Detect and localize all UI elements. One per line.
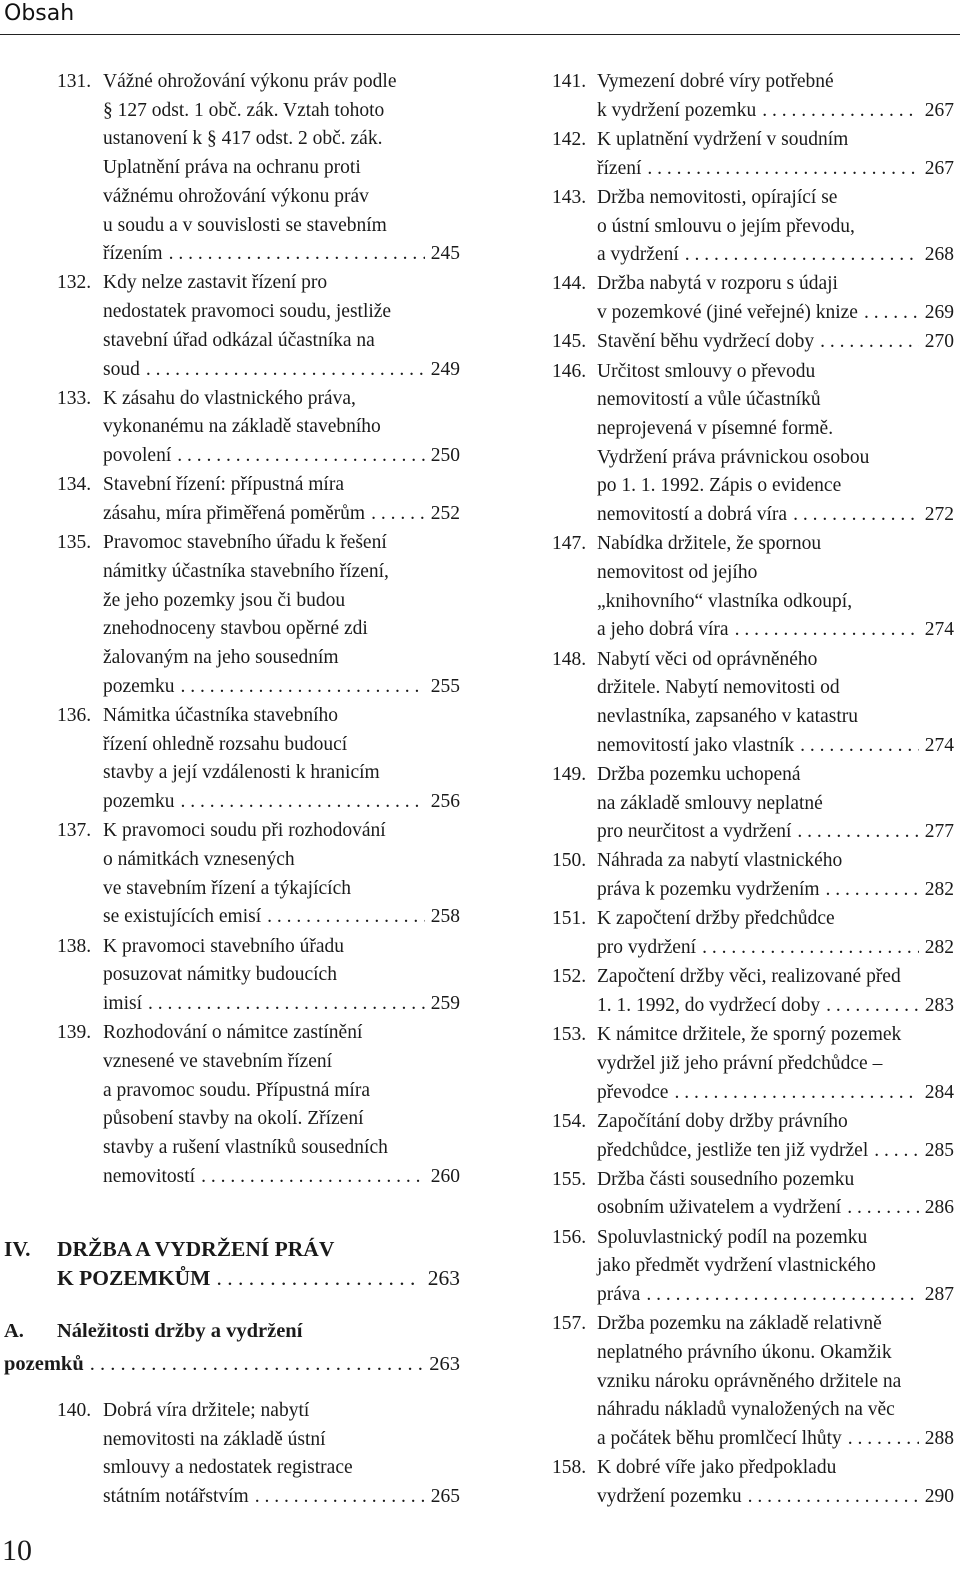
entry-line: K dobré víře jako předpokladu [597,1457,837,1479]
entry-number: 155. [552,1168,587,1190]
entry-line: a jeho dobrá víra [597,619,729,641]
entry-line: nemovitostí a vůle účastníků [597,389,821,411]
toc-entry[interactable] [552,1224,954,1310]
entry-line: nemovitostí a dobrá víra [597,504,788,526]
entry-number: 142. [552,128,587,150]
entry-line: Stavění běhu vydržecí doby [597,331,815,353]
entry-line: držitele. Nabytí nemovitosti od [597,677,840,699]
toc-entry[interactable] [552,358,954,530]
dot-leader [791,818,918,847]
dot-leader [668,1079,918,1108]
entry-number: 135. [57,532,92,554]
entry-line: „knihovního“ vlastníka odkoupí, [597,590,853,612]
entry-line: Držba části sousedního pozemku [597,1168,855,1190]
entry-line: posuzovat námitky budoucích [103,964,337,986]
part-title-line: DRŽBA A VYDRŽENÍ PRÁV [57,1237,335,1262]
entry-line: vykonanému na základě stavebního [103,416,381,438]
page-header [0,0,960,35]
entry-number: 152. [552,966,587,988]
toc-left-entries [0,68,460,1191]
entry-line: se existujících emisí [103,906,262,928]
entry-line: řízení [597,157,642,179]
entry-number: 131. [57,71,92,92]
entry-number: 149. [552,763,587,785]
entry-number: 141. [552,71,587,92]
entry-line: neprojevená v písemné formě. [597,417,834,439]
entry-line: Rozhodování o námitce zastínění [103,1022,363,1044]
entry-line: Nabídka držitele, že spornou [597,533,822,555]
toc-entry[interactable] [0,269,460,384]
dot-leader [174,788,424,817]
entry-line: vydržel již jeho právní předchůdce – [597,1052,883,1074]
entry-line: převodce [597,1081,669,1103]
toc-entry[interactable] [0,385,460,471]
entry-line: na základě smlouvy neplatné [597,792,823,814]
page-ref: 255 [430,675,460,697]
entry-line: soud [103,358,140,380]
toc-left-column [0,68,460,1512]
dot-leader [814,328,919,357]
toc-entry[interactable] [552,963,954,1020]
entry-line: povolení [103,445,172,467]
dot-leader [742,1483,919,1512]
entry-line: Držba pozemku na základě relativně [597,1313,882,1335]
entry-line: pro vydržení [597,937,697,959]
dot-leader [210,1264,421,1293]
dot-leader [787,501,919,530]
entry-number: 153. [552,1024,587,1046]
entry-line: vznesené ve stavebním řízení [103,1050,333,1072]
part-title-line: K POZEMKŮM [57,1266,211,1291]
toc-part-heading[interactable] [0,1235,460,1292]
dot-leader [365,500,425,529]
entry-number: 158. [552,1457,587,1479]
dot-leader [756,97,919,126]
dot-leader [679,241,919,270]
page-ref: 269 [924,302,954,324]
entry-line: Vydržení práva právnickou osobou [597,446,870,468]
toc-entry[interactable] [552,1108,954,1165]
entry-line: práva [597,1284,641,1306]
page-ref: 288 [924,1428,954,1450]
entry-line: o ústní smlouvu o jejím převodu, [597,215,855,237]
entry-line: nedostatek pravomoci soudu, jestliže [103,301,392,323]
toc-entry[interactable] [552,646,954,761]
entry-line: imisí [103,993,143,1014]
entry-number: 140. [57,1399,92,1421]
part-number: IV. [4,1237,31,1262]
entry-number: 143. [552,186,587,208]
entry-line: Vymezení dobré víry potřebné [597,71,834,92]
entry-number: 156. [552,1226,587,1248]
entry-line: Držba nemovitosti, opírající se [597,186,838,208]
entry-line: smlouvy a nedostatek registrace [103,1457,353,1479]
page-ref: 245 [430,243,460,265]
entry-line: K pravomoci stavebního úřadu [103,935,344,957]
entry-line: stavební úřad odkázal účastníka na [103,329,375,351]
toc-entry[interactable] [552,761,954,847]
page-ref: 287 [924,1284,954,1306]
dot-leader [142,990,425,1019]
entry-line: ustanovení k § 417 odst. 2 obč. zák. [103,128,383,150]
page-ref: 282 [924,879,954,901]
toc-entry[interactable] [0,702,460,817]
section-title-line: Náležitosti držby a vydržení [57,1319,303,1342]
entry-line: státním notářstvím [103,1485,249,1507]
entry-line: Náhrada za nabytí vlastnického [597,850,843,872]
dot-leader [868,1137,919,1166]
toc-entry[interactable] [552,905,954,962]
page-ref: 250 [430,445,460,467]
dot-leader [195,1163,425,1192]
header-title: Obsah [4,1,75,26]
page-ref: 283 [924,995,954,1016]
page-ref: 272 [924,504,954,526]
entry-number: 157. [552,1313,587,1335]
entry-line: 1. 1. 1992, do vydržecí doby [597,995,821,1016]
entry-line: vydržení pozemku [597,1485,742,1507]
entry-line: řízení ohledně rozsahu budoucí [103,733,348,755]
entry-line: Započítání doby držby právního [597,1110,848,1132]
toc-entry[interactable] [0,471,460,528]
entry-number: 147. [552,533,587,555]
entry-line: Uplatnění práva na ochranu proti [103,157,361,179]
dot-leader [794,732,919,761]
page-ref: 282 [924,937,954,959]
page-ref: 267 [924,99,954,121]
entry-line: Pravomoc stavebního úřadu k řešení [103,532,387,554]
page-ref: 256 [430,791,460,813]
entry-line: o námitkách vznesených [103,848,295,870]
entry-line: Držba nabytá v rozporu s údaji [597,273,838,295]
entry-line: pro neurčitost a vydržení [597,821,792,843]
page-ref: 268 [924,244,954,266]
entry-number: 146. [552,360,587,382]
entry-line: K započtení držby předchůdce [597,908,835,930]
page-ref: 263 [427,1266,460,1291]
toc-entry[interactable] [552,184,954,270]
entry-number: 150. [552,850,587,872]
entry-number: 151. [552,908,587,930]
page-ref: 258 [430,906,460,928]
dot-leader [174,673,424,702]
entry-line: K uplatnění vydržení v soudním [597,128,849,150]
dot-leader [820,992,919,1021]
toc-entry[interactable] [552,1454,954,1511]
dot-leader [261,903,425,932]
page-ref: 284 [924,1081,954,1103]
entry-line: stavby a její vzdálenosti k hranicím [103,762,380,784]
page-ref: 263 [429,1352,460,1375]
entry-line: pozemku [103,791,175,813]
toc-entry[interactable] [552,68,954,125]
page-ref: 249 [430,358,460,380]
toc-entry[interactable] [552,1166,954,1223]
entry-line: k vydržení pozemku [597,99,757,121]
dot-leader [696,934,919,963]
toc-entry[interactable] [552,530,954,645]
section-number: A. [4,1319,24,1342]
page-ref: 267 [924,157,954,179]
entry-line: žalovaným na jeho sousedním [103,647,339,669]
entry-line: a vydržení [597,244,679,266]
entry-line: předchůdce, jestliže ten již vydržel [597,1139,869,1161]
entry-line: ve stavebním řízení a týkajících [103,877,351,899]
toc-right-column [552,68,954,1512]
entry-line: Námitka účastníka stavebního [103,704,339,726]
entry-line: Kdy nelze zastavit řízení pro [103,272,328,294]
entry-line: vzniku nároku oprávněného držitele na [597,1370,902,1392]
entry-line: že jeho pozemky jsou či budou [103,589,346,611]
page-ref: 290 [924,1485,954,1507]
entry-line: K pravomoci soudu při rozhodování [103,820,386,842]
entry-line: vážnému ohrožování výkonu práv [103,185,369,207]
toc-entry[interactable] [0,817,460,932]
entry-line: zásahu, míra přiměřená poměrům [103,503,366,525]
entry-line: v pozemkové (jiné veřejné) knize [597,302,858,324]
dot-leader [249,1483,425,1512]
entry-line: Určitost smlouvy o převodu [597,360,816,382]
page-ref: 274 [924,619,954,641]
page-ref: 259 [430,993,460,1014]
toc-entry[interactable] [0,933,460,1019]
entry-line: stavby a rušení vlastníků sousedních [103,1137,388,1159]
page-ref: 286 [924,1197,954,1219]
page-ref: 270 [924,331,954,353]
toc-section-heading[interactable] [0,1315,460,1381]
entry-line: řízením [103,243,163,265]
entry-number: 154. [552,1110,587,1132]
entry-line: po 1. 1. 1992. Zápis o evidence [597,475,842,497]
entry-line: § 127 odst. 1 obč. zák. Vztah tohoto [103,99,385,121]
section-title-line: pozemků [4,1352,84,1375]
entry-line: osobním uživatelem a vydržení [597,1197,842,1219]
entry-line: pozemku [103,675,175,697]
entry-number: 134. [57,474,92,496]
entry-line: Započtení držby věci, realizované před [597,966,901,988]
dot-leader [858,299,919,328]
toc-entry[interactable] [552,1310,954,1454]
entry-number: 133. [57,387,92,409]
entry-line: nemovitost od jejího [597,561,758,583]
entry-line: nemovitostí jako vlastník [597,734,795,756]
dot-leader [729,616,919,645]
entry-line: námitky účastníka stavebního řízení, [103,560,389,582]
dot-leader [842,1425,919,1454]
toc-entry[interactable] [0,1019,460,1191]
entry-number: 138. [57,935,92,957]
entry-line: Spoluvlastnický podíl na pozemku [597,1226,868,1248]
toc-entry[interactable] [552,328,954,357]
toc-entry[interactable] [0,529,460,701]
entry-line: nevlastníka, zapsaného v katastru [597,705,858,727]
page-ref: 260 [430,1165,460,1187]
entry-number: 132. [57,272,92,294]
page-ref: 265 [430,1485,460,1507]
dot-leader [820,876,919,905]
entry-line: neplatného právního úkonu. Okamžik [597,1341,892,1363]
entry-line: nemovitostí [103,1165,196,1187]
dot-leader [163,240,425,269]
dot-leader [641,155,918,184]
entry-line: Stavební řízení: přípustná míra [103,474,344,496]
toc-entry[interactable] [552,126,954,183]
entry-line: Dobrá víra držitele; nabytí [103,1399,310,1421]
page-ref: 285 [924,1139,954,1161]
page-ref: 252 [430,503,460,525]
entry-line: u soudu a v souvislosti se stavebním [103,214,387,236]
entry-line: náhradu nákladů vynaložených na věc [597,1399,895,1421]
entry-line: znehodnoceny stavbou opěrné zdi [103,618,368,640]
dot-leader [640,1281,918,1310]
entry-line: jako předmět vydržení vlastnického [597,1255,876,1277]
entry-line: K zásahu do vlastnického práva, [103,387,356,409]
entry-line: Držba pozemku uchopená [597,763,801,785]
dot-leader [171,442,425,471]
toc-entry[interactable] [0,1397,460,1512]
entry-number: 139. [57,1022,92,1044]
dot-leader [84,1348,424,1381]
entry-line: práva k pozemku vydržením [597,879,820,901]
entry-number: 148. [552,648,587,670]
entry-line: Vážné ohrožování výkonu práv podle [103,71,397,92]
entry-line: K námitce držitele, že sporný pozemek [597,1024,902,1046]
toc-entry[interactable] [0,68,460,269]
entry-line: nemovitosti na základě ústní [103,1428,326,1450]
page-ref: 274 [924,734,954,756]
entry-line: Nabytí věci od oprávněného [597,648,818,670]
dot-leader [841,1194,919,1223]
page-number: 10 [2,1534,32,1567]
entry-number: 137. [57,820,92,842]
toc-entry[interactable] [552,847,954,904]
entry-number: 136. [57,704,92,726]
dot-leader [140,356,425,385]
page-ref: 277 [924,821,954,843]
entry-line: a počátek běhu promlčecí lhůty [597,1428,842,1450]
toc-entry[interactable] [552,270,954,327]
entry-line: působení stavby na okolí. Zřízení [103,1108,364,1130]
entry-number: 144. [552,273,587,295]
entry-number: 145. [552,331,587,353]
toc-entry[interactable] [552,1021,954,1107]
entry-line: a pravomoc soudu. Přípustná míra [103,1079,370,1101]
